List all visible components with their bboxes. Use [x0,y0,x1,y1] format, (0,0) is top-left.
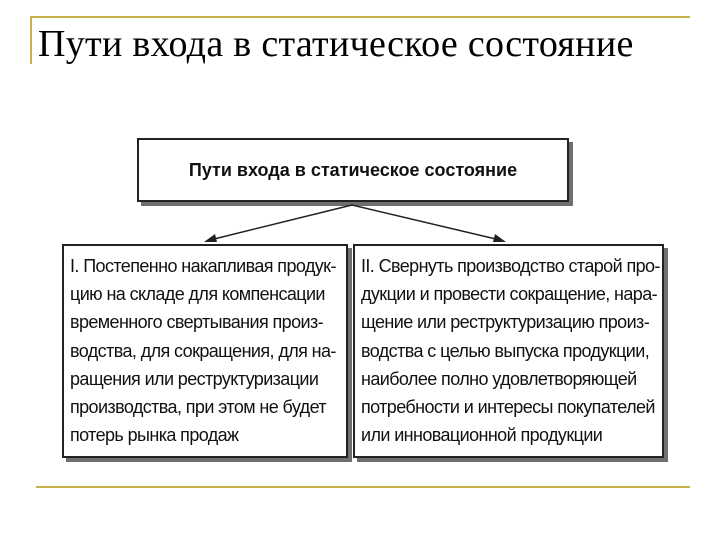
bottom-rule [36,486,690,488]
right-box-line: дукции и провести сокращение, нара- [361,284,657,305]
right-box-line: щение или реструктуризацию произ- [361,312,650,333]
arrow-right-head [493,234,506,242]
left-box-line: производства, при этом не будет [70,397,327,418]
diagram-top-box-label: Пути входа в статическое состояние [188,159,518,180]
left-box-line: I. Постепенно накапливая продук- [70,256,336,276]
left-box-line: потерь рынка продаж [70,425,239,446]
diagram-right-box [353,244,664,458]
arrow-right-line [352,205,500,240]
right-box-line: или инновационной продукции [361,425,603,446]
arrow-left-line [210,205,352,240]
right-box-line: потребности и интересы покупателей [361,397,655,418]
left-box-line: водства, для сокращения, для на- [70,340,336,361]
right-box-line: наиболее полно удовлетворяющей [361,368,637,389]
right-box-line: водства с целью выпуска продукции, [361,340,650,361]
slide-title: Пути входа в статическое состояние [38,23,634,65]
right-box-line: II. Свернуть производство старой про- [361,256,660,276]
left-box-line: ращения или реструктуризации [70,368,319,389]
diagram-left-box [62,244,348,458]
arrow-left-head [204,234,217,242]
left-box-line: цию на складе для компенсации [70,284,325,305]
left-box-line: временного свертывания произ- [70,312,323,333]
